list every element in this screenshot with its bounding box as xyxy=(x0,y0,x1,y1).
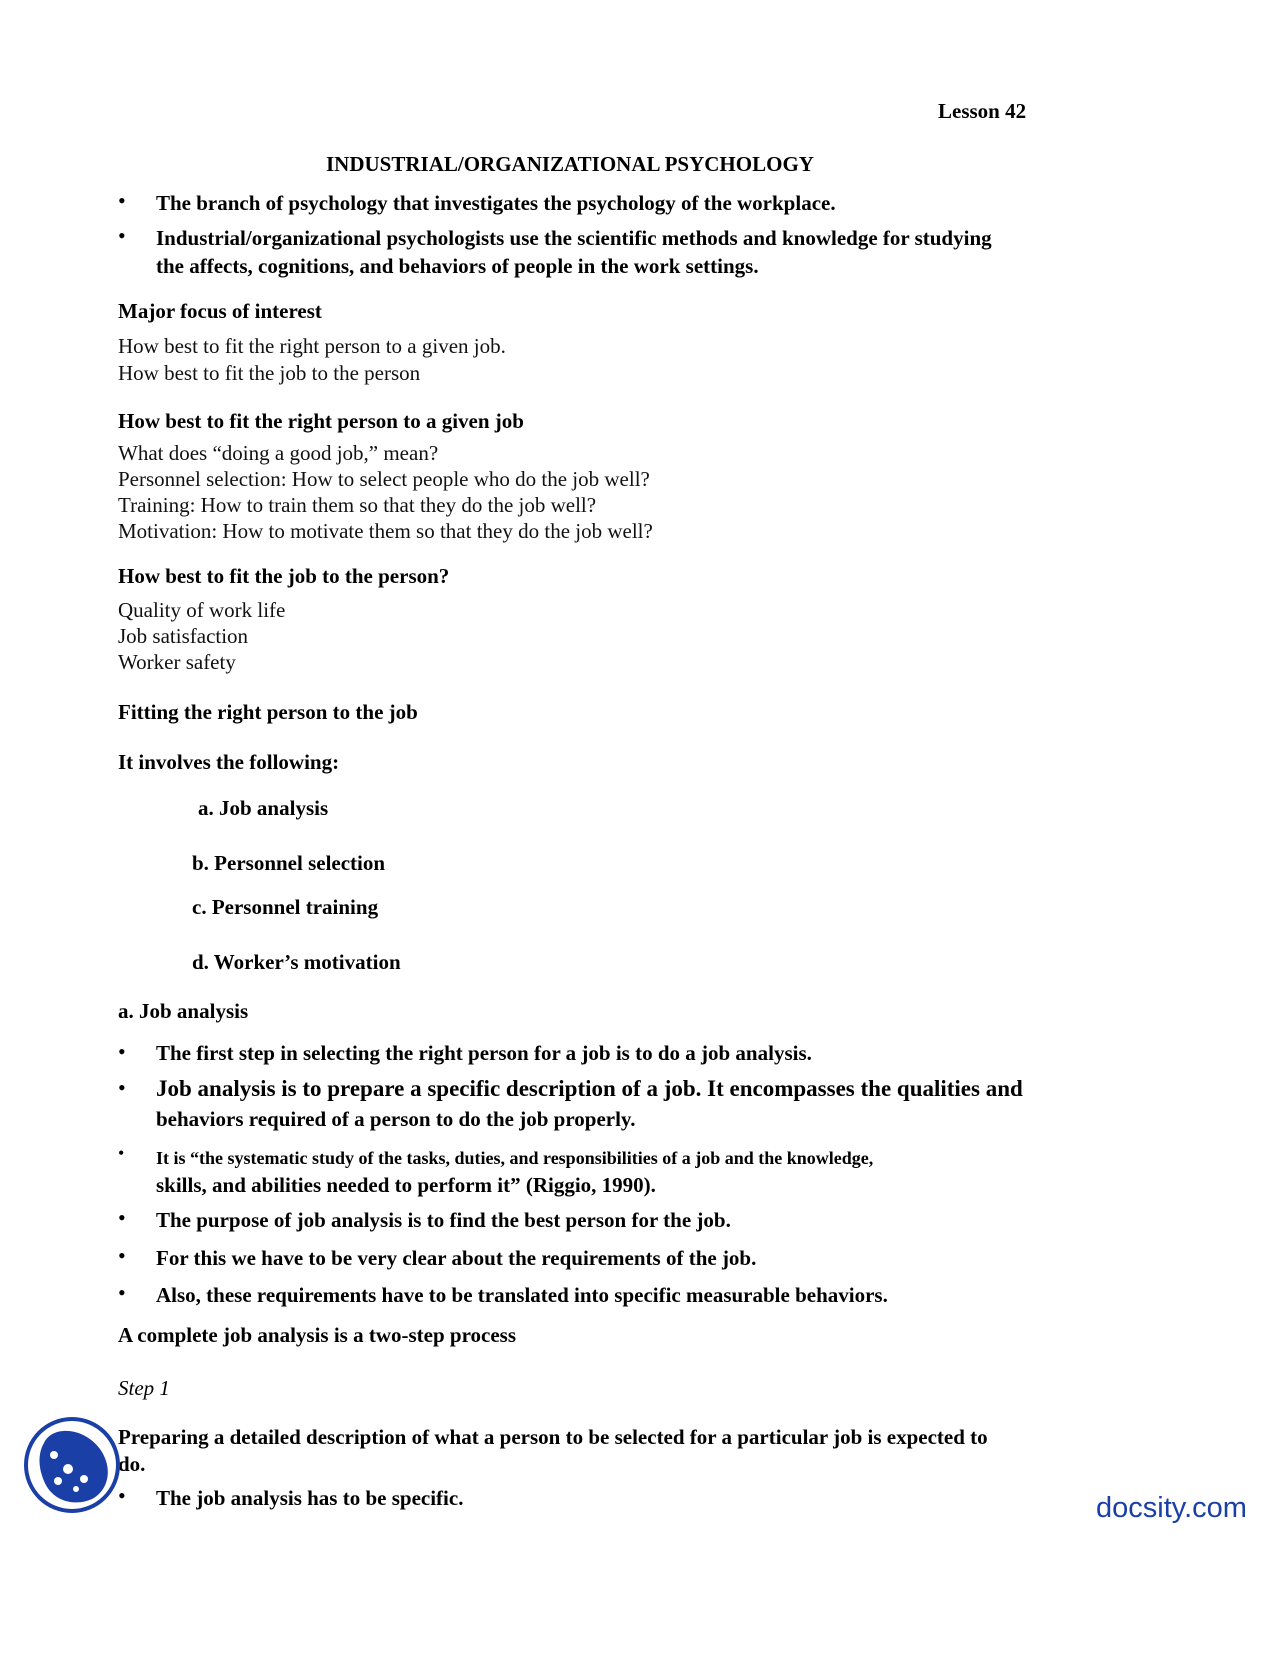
fitting-heading: Fitting the right person to the job xyxy=(118,700,418,724)
job-analysis-bullet-1: The first step in selecting the right person for a job is to do a job analysis. xyxy=(156,1041,812,1065)
docsity-logo-icon xyxy=(22,1415,122,1515)
fitting-subheading: It involves the following: xyxy=(118,750,340,774)
bullet-icon: • xyxy=(118,223,126,248)
step-text-line-2: do. xyxy=(118,1452,146,1476)
job-analysis-bullet-6: Also, these requirements have to be translated into specific measurable behaviors. xyxy=(156,1283,888,1307)
docsity-watermark[interactable]: docsity.com xyxy=(1096,1492,1247,1524)
fit-person-item-3: Training: How to train them so that they do the job well? xyxy=(118,493,597,517)
step-label: Step 1 xyxy=(118,1376,170,1400)
fitting-item-a: a. Job analysis xyxy=(198,796,329,820)
intro-bullet-2-cont: the affects, cognitions, and behaviors of people in the work settings. xyxy=(156,254,759,278)
focus-item-2: How best to fit the job to the person xyxy=(118,361,421,385)
job-analysis-bullet-4: The purpose of job analysis is to find the best person for the job. xyxy=(156,1208,731,1232)
fitting-item-d: d. Worker’s motivation xyxy=(192,950,401,974)
bullet-icon: • xyxy=(118,1243,126,1268)
bullet-icon: • xyxy=(118,1143,125,1163)
bullet-icon: • xyxy=(118,1075,126,1100)
job-analysis-bullet-2-cont: behaviors required of a person to do the job properly. xyxy=(156,1107,636,1131)
fit-person-item-2: Personnel selection: How to select people who do the job well? xyxy=(118,467,650,491)
fit-job-item-2: Job satisfaction xyxy=(118,624,249,648)
last-bullet: The job analysis has to be specific. xyxy=(156,1486,464,1510)
focus-heading: Major focus of interest xyxy=(118,299,322,323)
page-title: INDUSTRIAL/ORGANIZATIONAL PSYCHOLOGY xyxy=(326,152,814,176)
bullet-icon: • xyxy=(118,1280,126,1305)
lesson-number: Lesson 42 xyxy=(938,99,1027,123)
job-analysis-heading: a. Job analysis xyxy=(118,999,249,1023)
bullet-icon: • xyxy=(118,188,126,213)
intro-bullet-2: Industrial/organizational psychologists use the scientific methods and knowledge for studying xyxy=(156,226,992,250)
focus-item-1: How best to fit the right person to a given job. xyxy=(118,334,506,358)
fitting-item-b: b. Personnel selection xyxy=(192,851,386,875)
fit-job-heading: How best to fit the job to the person? xyxy=(118,564,450,588)
fit-job-item-3: Worker safety xyxy=(118,650,236,674)
bullet-icon: • xyxy=(118,1483,126,1508)
job-analysis-bullet-5: For this we have to be very clear about the requirements of the job. xyxy=(156,1246,757,1270)
fit-job-item-1: Quality of work life xyxy=(118,598,286,622)
job-analysis-bullet-2: Job analysis is to prepare a specific description of a job. It encompasses the qualities and xyxy=(156,1076,1023,1101)
intro-bullet-1: The branch of psychology that investigates the psychology of the workplace. xyxy=(156,191,836,215)
fitting-item-c: c. Personnel training xyxy=(192,895,379,919)
job-analysis-bullet-3-cont: skills, and abilities needed to perform it” (Riggio, 1990). xyxy=(156,1173,656,1197)
job-analysis-bullet-3: It is “the systematic study of the tasks, duties, and responsibilities of a job and the knowledge, xyxy=(156,1148,874,1168)
process-heading: A complete job analysis is a two-step process xyxy=(118,1323,517,1347)
bullet-icon: • xyxy=(118,1039,126,1064)
fit-person-heading: How best to fit the right person to a given job xyxy=(118,409,524,433)
fit-person-item-4: Motivation: How to motivate them so that they do the job well? xyxy=(118,519,653,543)
bullet-icon: • xyxy=(118,1205,126,1230)
fit-person-item-1: What does “doing a good job,” mean? xyxy=(118,441,439,465)
step-text-line-1: Preparing a detailed description of what a person to be selected for a particular job is expected to xyxy=(118,1425,988,1449)
